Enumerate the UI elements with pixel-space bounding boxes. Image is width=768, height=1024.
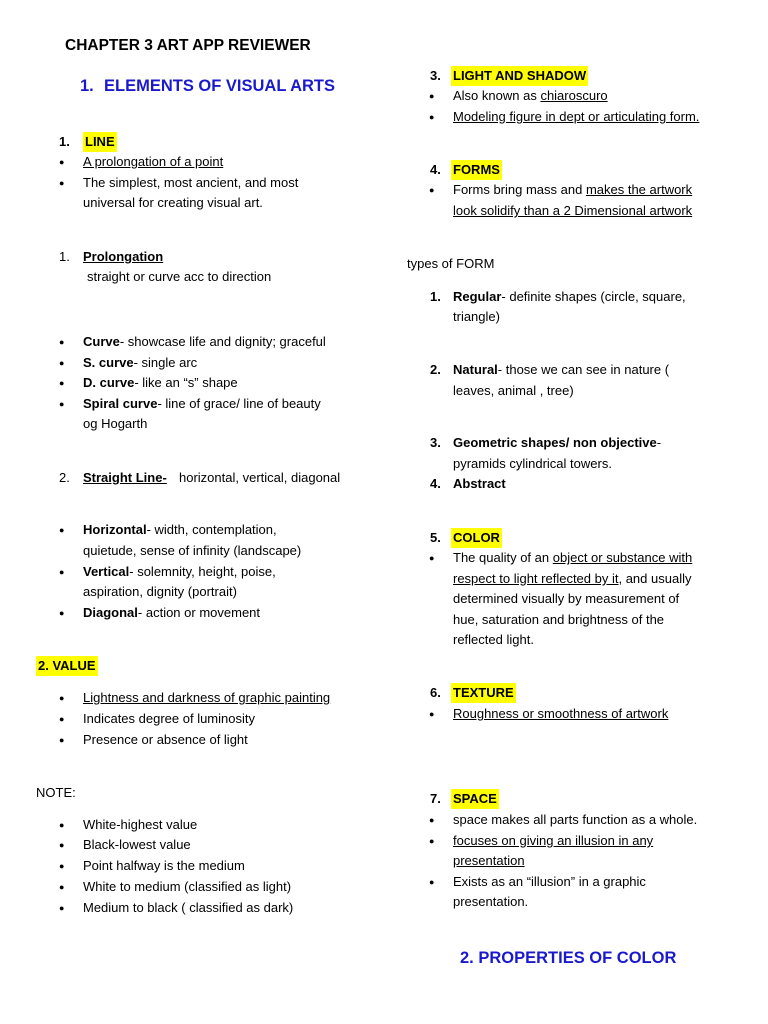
- note-item-4: ● White to medium (classified as light): [83, 877, 291, 897]
- texture-heading: TEXTURE: [451, 683, 516, 703]
- prolongation-desc: straight or curve acc to direction: [87, 269, 272, 284]
- color-bullet-1-line-3: determined visually by measurement of: [453, 591, 680, 606]
- value-bullet-2: ● Indicates degree of luminosity: [83, 709, 255, 729]
- line-number: 1.: [59, 134, 70, 149]
- line-heading: LINE: [83, 132, 117, 152]
- form-type-2-cont: leaves, animal , tree): [453, 383, 574, 398]
- types-of-form-label: types of FORM: [407, 256, 495, 271]
- value-bullet-1: ● Lightness and darkness of graphic painting: [83, 688, 330, 708]
- note-item-5: ● Medium to black ( classified as dark): [83, 898, 293, 918]
- forms-bullet-1: ● Forms bring mass and makes the artwork: [453, 180, 692, 200]
- prolongation-number: 1.: [59, 249, 70, 264]
- form-type-1: Regular- definite shapes (circle, square,: [453, 289, 686, 304]
- light-shadow-bullet-1: ● Also known as chiaroscuro: [453, 86, 608, 106]
- horizontal-item: ● Horizontal- width, contemplation,: [83, 520, 277, 540]
- light-shadow-number: 3.: [430, 68, 441, 83]
- form-type-1-number: 1.: [430, 289, 441, 304]
- vertical-item: ● Vertical- solemnity, height, poise,: [83, 562, 276, 582]
- page-title: CHAPTER 3 ART APP REVIEWER: [65, 37, 311, 54]
- light-shadow-heading: LIGHT AND SHADOW: [451, 66, 588, 86]
- form-type-3-number: 3.: [430, 435, 441, 450]
- color-bullet-1-line-2: respect to light reflected by it, and usually: [453, 571, 692, 586]
- section-2-heading: 2. PROPERTIES OF COLOR: [460, 949, 677, 967]
- straight-line-desc: horizontal, vertical, diagonal: [179, 470, 341, 485]
- space-number: 7.: [430, 791, 441, 806]
- color-bullet-1-line-5: reflected light.: [453, 632, 534, 647]
- space-bullet-2-cont: presentation: [453, 853, 525, 868]
- form-type-3: Geometric shapes/ non objective-: [453, 435, 662, 450]
- form-type-4: Abstract: [453, 476, 506, 491]
- d-curve-item: ● D. curve- like an “s” shape: [83, 373, 238, 393]
- color-number: 5.: [430, 530, 441, 545]
- note-item-2: ● Black-lowest value: [83, 835, 191, 855]
- horizontal-cont: quietude, sense of infinity (landscape): [83, 543, 302, 558]
- line-bullet-2-cont: universal for creating visual art.: [83, 195, 263, 210]
- note-label: NOTE:: [36, 785, 76, 800]
- curve-item: ● Curve- showcase life and dignity; graceful: [83, 332, 326, 352]
- spiral-curve-item: ● Spiral curve- line of grace/ line of beauty: [83, 394, 321, 414]
- value-bullet-3: ● Presence or absence of light: [83, 730, 248, 750]
- straight-line-number: 2.: [59, 470, 70, 485]
- form-type-3-cont: pyramids cylindrical towers.: [453, 456, 612, 471]
- value-heading: 2. VALUE: [36, 656, 98, 676]
- space-bullet-3: ● Exists as an “illusion” in a graphic: [453, 872, 646, 892]
- spiral-curve-cont: og Hogarth: [83, 416, 148, 431]
- straight-line-label: Straight Line-: [83, 470, 167, 485]
- vertical-cont: aspiration, dignity (portrait): [83, 584, 237, 599]
- forms-number: 4.: [430, 162, 441, 177]
- forms-heading: FORMS: [451, 160, 502, 180]
- color-bullet-1: ● The quality of an object or substance with: [453, 548, 692, 568]
- space-bullet-1: ● space makes all parts function as a whole.: [453, 810, 697, 830]
- diagonal-item: ● Diagonal- action or movement: [83, 603, 260, 623]
- section-1-number: 1.: [80, 77, 94, 95]
- form-type-2: Natural- those we can see in nature (: [453, 362, 670, 377]
- color-heading: COLOR: [451, 528, 502, 548]
- space-heading: SPACE: [451, 789, 499, 809]
- s-curve-item: ● S. curve- single arc: [83, 353, 197, 373]
- section-1-heading: ELEMENTS OF VISUAL ARTS: [104, 77, 336, 95]
- forms-bullet-1-cont: look solidify than a 2 Dimensional artwork: [453, 203, 693, 218]
- space-bullet-3-cont: presentation.: [453, 894, 529, 909]
- note-item-3: ● Point halfway is the medium: [83, 856, 245, 876]
- line-bullet-2: ● The simplest, most ancient, and most: [83, 173, 298, 193]
- prolongation-label: Prolongation: [83, 249, 164, 264]
- form-type-1-cont: triangle): [453, 309, 500, 324]
- space-bullet-2: ● focuses on giving an illusion in any: [453, 831, 653, 851]
- line-bullet-1: ● A prolongation of a point: [83, 152, 223, 172]
- note-item-1: ● White-highest value: [83, 815, 197, 835]
- texture-bullet-1: ● Roughness or smoothness of artwork: [453, 704, 668, 724]
- form-type-4-number: 4.: [430, 476, 441, 491]
- light-shadow-bullet-2: ● Modeling figure in dept or articulating form.: [453, 107, 699, 127]
- texture-number: 6.: [430, 685, 441, 700]
- form-type-2-number: 2.: [430, 362, 441, 377]
- color-bullet-1-line-4: hue, saturation and brightness of the: [453, 612, 665, 627]
